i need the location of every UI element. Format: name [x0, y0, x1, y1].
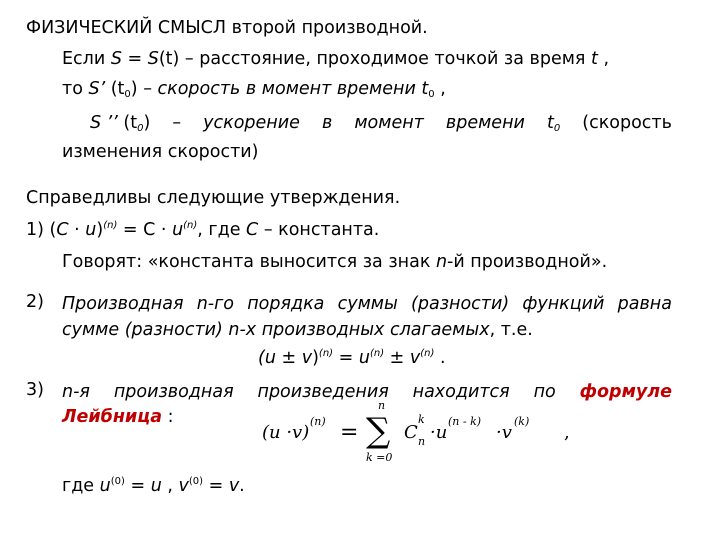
statement-1: 1) $(C \cdot u)^{(n)} = C \cdot u^{(n)}$, где C – константа. — [26, 220, 380, 240]
statement-3-line-2: Лейбница : — [62, 407, 174, 427]
leibniz-u-order: (n - k) — [448, 415, 482, 428]
statement-2-line-2: сумме (разности) n-х производных слагаемых, т.е. — [62, 320, 533, 340]
statement-2-number: 2) — [26, 292, 44, 312]
heading: ФИЗИЧЕСКИЙ СМЫСЛ второй производной. — [26, 18, 428, 38]
binomial-k: k — [418, 413, 425, 426]
leibniz-equals: = — [340, 420, 359, 445]
leibniz-comma: , — [564, 422, 570, 443]
definition-line-2: то S’ $(t_0)$ – скорость в момент времени $t_0$ , — [62, 79, 446, 100]
leibniz-v: ·v — [496, 422, 512, 443]
sigma-icon: ∑ — [366, 411, 391, 451]
statement-2-line-1: Производная n-го порядка суммы (разности) функций равна — [62, 294, 672, 314]
leibniz-lhs: (u ·v) — [262, 422, 310, 443]
leibniz-formula-highlight: формуле — [579, 382, 672, 402]
sigma-upper-limit: n — [378, 399, 386, 412]
sigma-lower-limit: k =0 — [366, 451, 393, 464]
leibniz-formula — [262, 400, 582, 470]
leibniz-v-order: (k) — [514, 415, 530, 428]
definition-line-1: Если S = S(t) – расстояние, проходимое точкой за время t , — [62, 49, 610, 69]
binomial-n: n — [418, 435, 426, 448]
binomial-coefficient: C — [404, 422, 418, 443]
initial-condition-line: где $u^{(0)} = u$ , $v^{(0)} = v$. — [62, 476, 245, 496]
leibniz-lhs-order: (n) — [310, 415, 326, 428]
statement-3-line-1: n-я производная произведения находится по формуле — [62, 382, 672, 402]
leibniz-u: ·u — [430, 422, 448, 443]
statement-3-number: 3) — [26, 380, 44, 400]
sum-derivative-formula: $(u \pm v)^{(n)} = u^{(n)} \pm v^{(n)}$ . — [258, 348, 446, 368]
definition-line-4: изменения скорости) — [62, 142, 259, 162]
statements-intro: Справедливы следующие утверждения. — [26, 188, 401, 208]
statement-1-saying: Говорят: «константа выносится за знак n-й производной». — [62, 252, 608, 272]
definition-line-3: S ’’ $(t_0)$ – ускорение в момент времени $t_0$ (скорость — [90, 113, 672, 134]
